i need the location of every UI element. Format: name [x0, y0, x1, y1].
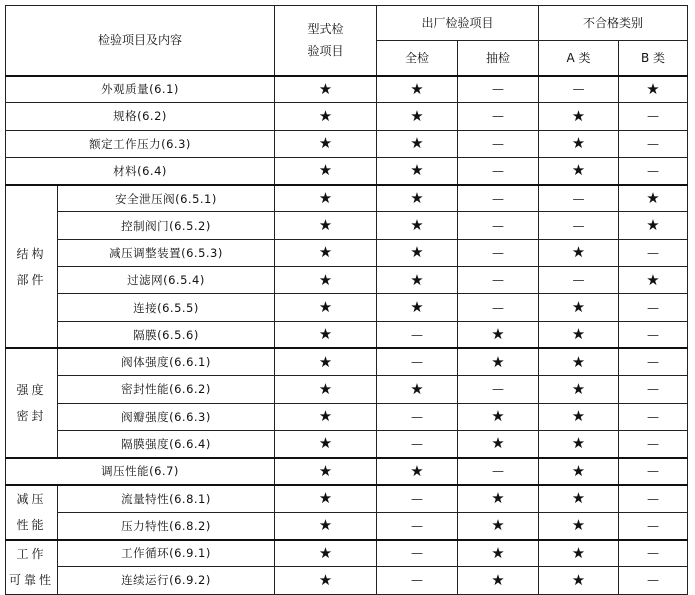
star-mark-type: ★: [275, 540, 377, 567]
star-mark-b: ★: [619, 76, 688, 103]
star-mark-type: ★: [275, 376, 377, 403]
dash-mark-b: —: [619, 512, 688, 539]
star-mark-a: ★: [539, 430, 619, 457]
dash-mark-b: —: [619, 403, 688, 430]
item-label: 密封性能(6.6.2): [58, 376, 275, 403]
dash-mark-sample: —: [458, 239, 539, 266]
dash-mark-full: —: [377, 512, 458, 539]
item-label: 流量特性(6.8.1): [58, 485, 275, 512]
dash-mark-a: —: [539, 185, 619, 212]
dash-mark-b: —: [619, 430, 688, 457]
item-label: 额定工作压力(6.3): [6, 130, 275, 157]
dash-mark-full: —: [377, 485, 458, 512]
table-row: [6, 185, 688, 212]
group-label-line1: 工作: [16, 547, 47, 562]
header-type-test-line1: 型式检: [307, 22, 344, 37]
star-mark-full: ★: [377, 157, 458, 184]
star-mark-sample: ★: [458, 485, 539, 512]
star-mark-a: ★: [539, 485, 619, 512]
star-mark-full: ★: [377, 76, 458, 103]
dash-mark-b: —: [619, 321, 688, 348]
dash-mark-b: —: [619, 376, 688, 403]
star-mark-a: ★: [539, 512, 619, 539]
group-label-line1: 结构: [16, 246, 47, 261]
header-type-test: [275, 6, 377, 76]
star-mark-type: ★: [275, 485, 377, 512]
item-label: 材料(6.4): [6, 157, 275, 184]
star-mark-type: ★: [275, 294, 377, 321]
star-mark-type: ★: [275, 458, 377, 485]
table-row: [6, 130, 688, 157]
dash-mark-b: —: [619, 485, 688, 512]
header-sample: 抽检: [458, 41, 539, 76]
star-mark-a: ★: [539, 458, 619, 485]
star-mark-a: ★: [539, 403, 619, 430]
star-mark-a: ★: [539, 157, 619, 184]
star-mark-sample: ★: [458, 430, 539, 457]
star-mark-a: ★: [539, 567, 619, 594]
star-mark-sample: ★: [458, 321, 539, 348]
table-row: [6, 485, 688, 512]
star-mark-type: ★: [275, 157, 377, 184]
header-b: B 类: [619, 41, 688, 76]
item-label: 安全泄压阀(6.5.1): [58, 185, 275, 212]
item-label: 连接(6.5.5): [58, 294, 275, 321]
dash-mark-b: —: [619, 294, 688, 321]
star-mark-type: ★: [275, 567, 377, 594]
dash-mark-b: —: [619, 348, 688, 375]
table-row: [6, 321, 688, 348]
dash-mark-b: —: [619, 567, 688, 594]
star-mark-type: ★: [275, 103, 377, 130]
dash-mark-full: —: [377, 430, 458, 457]
item-label: 隔膜(6.5.6): [58, 321, 275, 348]
item-label: 工作循环(6.9.1): [58, 540, 275, 567]
header-nonconform: 不合格类别: [539, 6, 688, 41]
star-mark-full: ★: [377, 376, 458, 403]
group-label-pressure: [6, 485, 58, 540]
dash-mark-b: —: [619, 540, 688, 567]
star-mark-type: ★: [275, 321, 377, 348]
table-row: [6, 430, 688, 457]
group-label-line1: 减压: [16, 492, 47, 507]
star-mark-a: ★: [539, 321, 619, 348]
group-label-line1: 强度: [16, 383, 47, 398]
item-label: 连续运行(6.9.2): [58, 567, 275, 594]
star-mark-type: ★: [275, 130, 377, 157]
dash-mark-full: —: [377, 348, 458, 375]
item-label: 规格(6.2): [6, 103, 275, 130]
dash-mark-sample: —: [458, 130, 539, 157]
dash-mark-sample: —: [458, 212, 539, 239]
dash-mark-b: —: [619, 239, 688, 266]
dash-mark-full: —: [377, 321, 458, 348]
star-mark-sample: ★: [458, 512, 539, 539]
dash-mark-sample: —: [458, 103, 539, 130]
star-mark-b: ★: [619, 212, 688, 239]
star-mark-type: ★: [275, 185, 377, 212]
table-row: [6, 212, 688, 239]
star-mark-a: ★: [539, 540, 619, 567]
table-row: [6, 348, 688, 375]
dash-mark-sample: —: [458, 294, 539, 321]
header-type-test-line2: 验项目: [307, 44, 344, 59]
star-mark-sample: ★: [458, 403, 539, 430]
item-label: 减压调整装置(6.5.3): [58, 239, 275, 266]
star-mark-full: ★: [377, 294, 458, 321]
dash-mark-a: —: [539, 212, 619, 239]
star-mark-full: ★: [377, 185, 458, 212]
star-mark-a: ★: [539, 348, 619, 375]
star-mark-full: ★: [377, 212, 458, 239]
item-label: 控制阀门(6.5.2): [58, 212, 275, 239]
group-label-strength: [6, 348, 58, 457]
item-label: 过滤网(6.5.4): [58, 267, 275, 294]
star-mark-a: ★: [539, 103, 619, 130]
star-mark-type: ★: [275, 239, 377, 266]
star-mark-a: ★: [539, 376, 619, 403]
inspection-table: [5, 5, 688, 595]
table-row: [6, 267, 688, 294]
star-mark-b: ★: [619, 267, 688, 294]
dash-mark-a: —: [539, 76, 619, 103]
table-row: [6, 512, 688, 539]
header-factory: 出厂检验项目: [377, 6, 539, 41]
star-mark-type: ★: [275, 212, 377, 239]
item-label: 压力特性(6.8.2): [58, 512, 275, 539]
table-row: [6, 458, 688, 485]
table-row: [6, 376, 688, 403]
star-mark-full: ★: [377, 130, 458, 157]
group-label-line2: 部件: [16, 272, 47, 287]
table-row: [6, 103, 688, 130]
header-a: A 类: [539, 41, 619, 76]
star-mark-a: ★: [539, 294, 619, 321]
dash-mark-b: —: [619, 103, 688, 130]
table-row: [6, 157, 688, 184]
star-mark-full: ★: [377, 267, 458, 294]
group-label-structure: [6, 185, 58, 349]
dash-mark-a: —: [539, 267, 619, 294]
item-label: 隔膜强度(6.6.4): [58, 430, 275, 457]
item-label: 阀体强度(6.6.1): [58, 348, 275, 375]
star-mark-a: ★: [539, 239, 619, 266]
table-row: [6, 403, 688, 430]
dash-mark-sample: —: [458, 76, 539, 103]
dash-mark-b: —: [619, 157, 688, 184]
dash-mark-b: —: [619, 458, 688, 485]
dash-mark-full: —: [377, 567, 458, 594]
item-label: 阀瓣强度(6.6.3): [58, 403, 275, 430]
star-mark-type: ★: [275, 348, 377, 375]
star-mark-b: ★: [619, 185, 688, 212]
star-mark-sample: ★: [458, 540, 539, 567]
table-row: [6, 294, 688, 321]
star-mark-type: ★: [275, 267, 377, 294]
item-label: 外观质量(6.1): [6, 76, 275, 103]
group-label-line2: 可靠性: [8, 573, 54, 588]
star-mark-full: ★: [377, 239, 458, 266]
dash-mark-sample: —: [458, 157, 539, 184]
table-row: [6, 76, 688, 103]
group-label-line2: 密封: [16, 409, 47, 424]
group-label-reliability: [6, 540, 58, 595]
star-mark-type: ★: [275, 403, 377, 430]
dash-mark-sample: —: [458, 267, 539, 294]
group-label-line2: 性能: [16, 518, 47, 533]
table-row: [6, 239, 688, 266]
star-mark-type: ★: [275, 430, 377, 457]
dash-mark-sample: —: [458, 458, 539, 485]
header-full: 全检: [377, 41, 458, 76]
star-mark-full: ★: [377, 103, 458, 130]
item-label: 调压性能(6.7): [6, 458, 275, 485]
table-row: [6, 567, 688, 594]
table-row: [6, 540, 688, 567]
dash-mark-full: —: [377, 540, 458, 567]
star-mark-sample: ★: [458, 348, 539, 375]
dash-mark-full: —: [377, 403, 458, 430]
star-mark-type: ★: [275, 512, 377, 539]
dash-mark-sample: —: [458, 185, 539, 212]
dash-mark-sample: —: [458, 376, 539, 403]
dash-mark-b: —: [619, 130, 688, 157]
star-mark-a: ★: [539, 130, 619, 157]
header-items: 检验项目及内容: [6, 6, 275, 76]
star-mark-full: ★: [377, 458, 458, 485]
star-mark-type: ★: [275, 76, 377, 103]
star-mark-sample: ★: [458, 567, 539, 594]
